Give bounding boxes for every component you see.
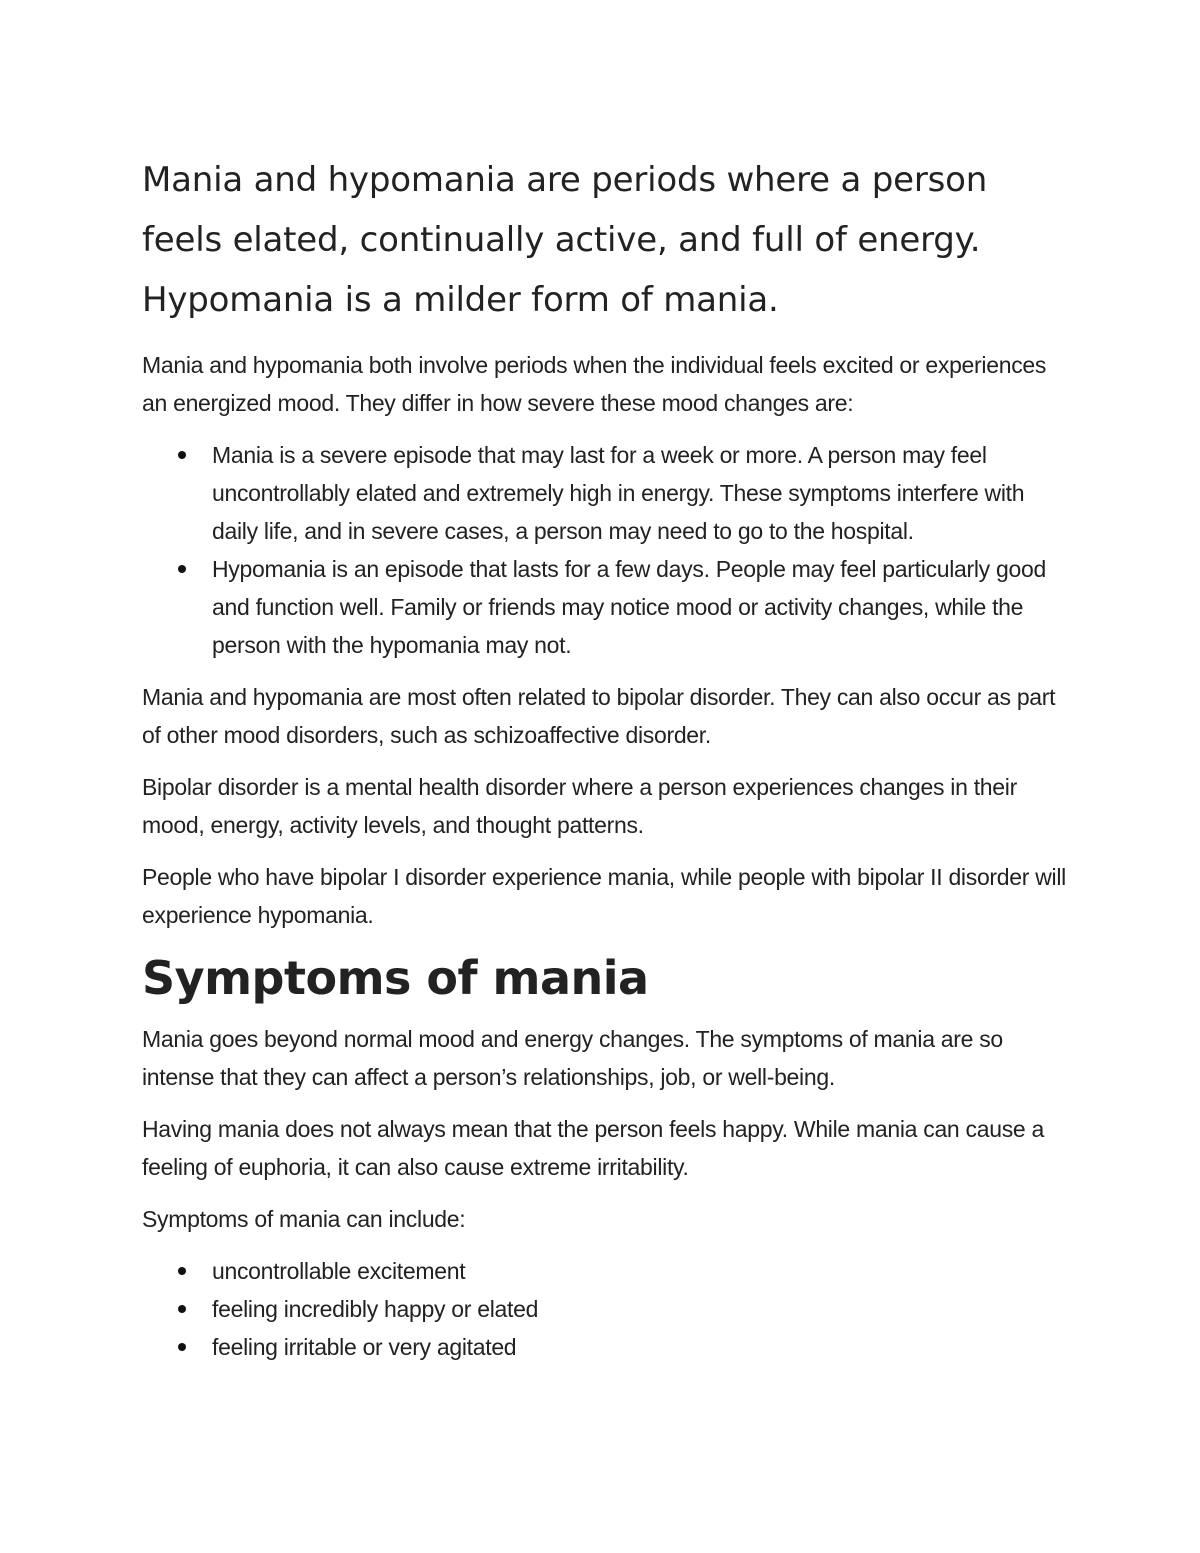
list-item-text: Hypomania is an episode that lasts for a few days. People may feel particularly good and function well. Family or friends may notice mood or activity changes, while the person with the hypomania may not. — [212, 556, 1046, 658]
list-item — [142, 1252, 1072, 1290]
severity-bullet-list — [142, 436, 1072, 664]
list-item-text: Mania is a severe episode that may last for a week or more. A person may feel uncontrollably elated and extremely high in energy. These symptoms interfere with daily life, and in severe cases, a person may need to go to the hospital. — [212, 442, 1025, 544]
bullet-icon — [178, 565, 186, 573]
intro-lead-paragraph: Mania and hypomania are periods where a person feels elated, continually active, and full of energy. Hypomania is a milder form of mania. — [142, 160, 988, 320]
intro-paragraph-related-disorders: Mania and hypomania are most often related to bipolar disorder. They can also occur as part of other mood disorders, such as schizoaffective disorder. — [142, 684, 1056, 748]
bullet-icon — [178, 1267, 186, 1275]
symptoms-paragraph-intensity: Mania goes beyond normal mood and energy changes. The symptoms of mania are so intense that they can affect a person’s relationships, job, or well-being. — [142, 1026, 1003, 1090]
list-item-text: feeling incredibly happy or elated — [212, 1296, 539, 1322]
list-item-text: feeling irritable or very agitated — [212, 1334, 517, 1360]
bullet-icon — [178, 1305, 186, 1313]
document-page — [142, 150, 1072, 1380]
symptoms-paragraph-list-intro: Symptoms of mania can include: — [142, 1206, 466, 1232]
list-item — [142, 550, 1072, 664]
intro-paragraph-bipolar-definition: Bipolar disorder is a mental health disorder where a person experiences changes in their mood, energy, activity levels, and thought patterns. — [142, 774, 1017, 838]
list-item — [142, 1328, 1072, 1366]
intro-paragraph-severity: Mania and hypomania both involve periods when the individual feels excited or experiences an energized mood. They differ in how severe these mood changes are: — [142, 352, 1047, 416]
bullet-icon — [178, 1343, 186, 1351]
bullet-icon — [178, 451, 186, 459]
intro-paragraph-bipolar-types: People who have bipolar I disorder experience mania, while people with bipolar II disorder will experience hypomania. — [142, 864, 1066, 928]
list-item — [142, 1290, 1072, 1328]
list-item-text: uncontrollable excitement — [212, 1258, 466, 1284]
symptoms-paragraph-irritability: Having mania does not always mean that the person feels happy. While mania can cause a feeling of euphoria, it can also cause extreme irritability. — [142, 1116, 1044, 1180]
list-item — [142, 436, 1072, 550]
symptoms-heading: Symptoms of mania — [142, 951, 649, 1005]
symptoms-bullet-list — [142, 1252, 1072, 1366]
